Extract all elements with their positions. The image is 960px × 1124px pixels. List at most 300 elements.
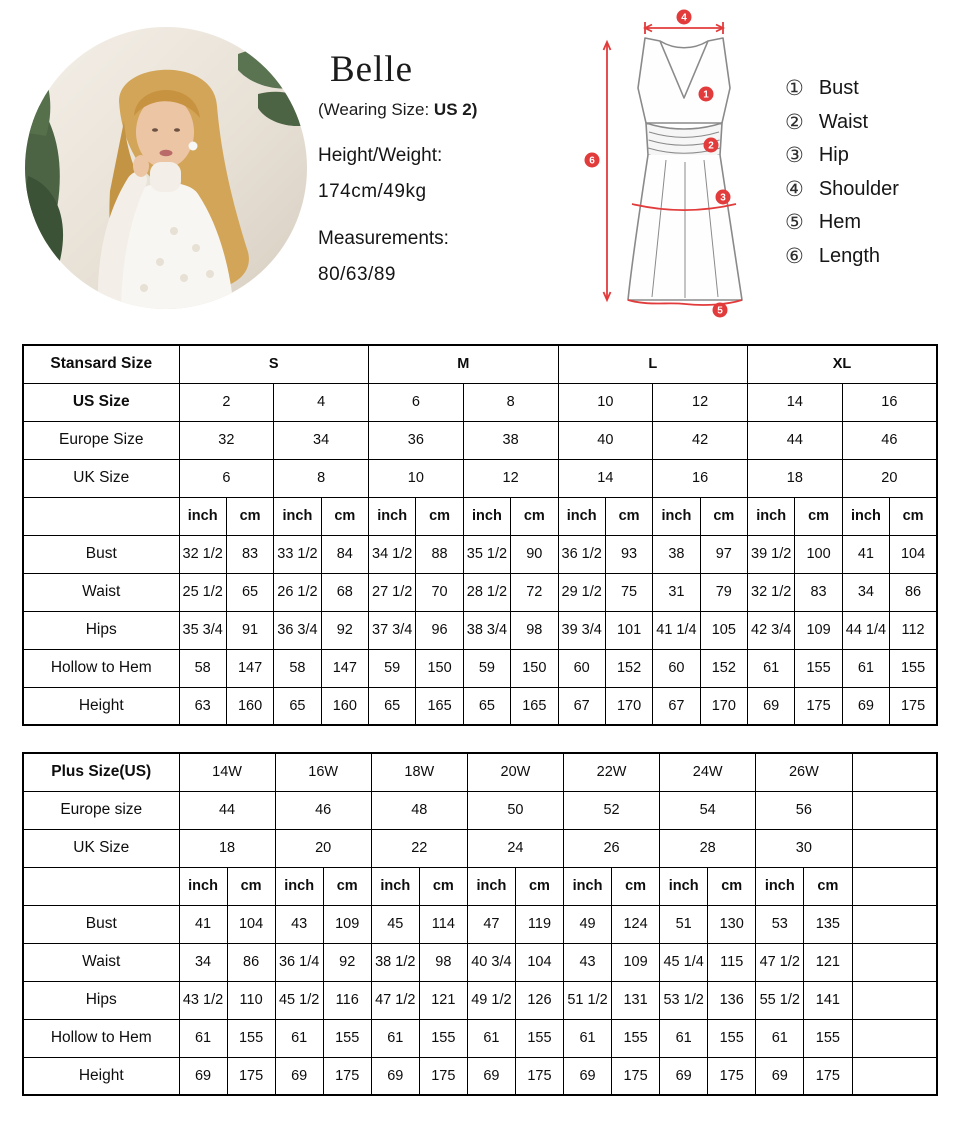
value-cell: 119 xyxy=(515,905,563,943)
value-cell: 28 xyxy=(660,829,756,867)
wearing-size-value: US 2) xyxy=(433,100,478,119)
value-cell: 36 xyxy=(369,421,464,459)
legend-number-icon: ③ xyxy=(785,144,804,168)
value-cell: 109 xyxy=(612,943,660,981)
value-cell: 175 xyxy=(890,687,937,725)
value-cell: 45 1/2 xyxy=(275,981,323,1019)
value-cell: 100 xyxy=(795,535,842,573)
row-label-cell: Hips xyxy=(23,611,179,649)
value-cell: 18 xyxy=(179,829,275,867)
value-cell: 72 xyxy=(511,573,558,611)
value-cell: inch xyxy=(463,497,510,535)
value-cell: M xyxy=(369,345,559,383)
value-cell: 46 xyxy=(842,421,937,459)
value-cell: 8 xyxy=(463,383,558,421)
value-cell: 61 xyxy=(842,649,889,687)
value-cell: 131 xyxy=(612,981,660,1019)
value-cell: 34 xyxy=(842,573,889,611)
table-row xyxy=(23,943,937,981)
value-cell: 24W xyxy=(660,753,756,791)
value-cell: 65 xyxy=(369,687,416,725)
value-cell: inch xyxy=(842,497,889,535)
value-cell: 98 xyxy=(419,943,467,981)
value-cell: 10 xyxy=(558,383,653,421)
row-label-cell: Hollow to Hem xyxy=(23,649,179,687)
value-cell: 83 xyxy=(226,535,273,573)
value-cell: 160 xyxy=(321,687,368,725)
value-cell: 69 xyxy=(467,1057,515,1095)
value-cell: cm xyxy=(804,867,852,905)
model-photo-image xyxy=(24,26,308,310)
value-cell: 22 xyxy=(371,829,467,867)
value-cell: 65 xyxy=(226,573,273,611)
value-cell: 18W xyxy=(371,753,467,791)
value-cell: 135 xyxy=(804,905,852,943)
table-row xyxy=(23,791,937,829)
value-cell: 175 xyxy=(515,1057,563,1095)
svg-text:6: 6 xyxy=(589,155,595,167)
value-cell xyxy=(852,867,937,905)
value-cell: 49 xyxy=(564,905,612,943)
row-label-cell: Height xyxy=(23,1057,179,1095)
value-cell: 101 xyxy=(605,611,652,649)
value-cell: 105 xyxy=(700,611,747,649)
value-cell: 53 1/2 xyxy=(660,981,708,1019)
value-cell: 175 xyxy=(795,687,842,725)
value-cell: 42 3/4 xyxy=(748,611,795,649)
legend-item xyxy=(785,106,899,140)
row-label-cell: Hips xyxy=(23,981,179,1019)
value-cell: 24 xyxy=(467,829,563,867)
value-cell: 175 xyxy=(804,1057,852,1095)
value-cell: 91 xyxy=(226,611,273,649)
value-cell: 47 1/2 xyxy=(756,943,804,981)
row-label-cell xyxy=(23,497,179,535)
value-cell: 86 xyxy=(227,943,275,981)
row-label-cell: Plus Size(US) xyxy=(23,753,179,791)
value-cell: cm xyxy=(515,867,563,905)
value-cell: 121 xyxy=(804,943,852,981)
value-cell: inch xyxy=(564,867,612,905)
value-cell: 65 xyxy=(463,687,510,725)
value-cell: 43 xyxy=(564,943,612,981)
table-row xyxy=(23,459,937,497)
value-cell: 35 1/2 xyxy=(463,535,510,573)
value-cell xyxy=(852,791,937,829)
value-cell: inch xyxy=(756,867,804,905)
value-cell: 46 xyxy=(275,791,371,829)
value-cell: 69 xyxy=(275,1057,323,1095)
table-row xyxy=(23,345,937,383)
value-cell: inch xyxy=(748,497,795,535)
value-cell: 59 xyxy=(463,649,510,687)
svg-text:2: 2 xyxy=(708,140,714,152)
table-row xyxy=(23,649,937,687)
value-cell: 61 xyxy=(275,1019,323,1057)
value-cell: 42 xyxy=(653,421,748,459)
value-cell: 31 xyxy=(653,573,700,611)
value-cell: 86 xyxy=(890,573,937,611)
value-cell: 93 xyxy=(605,535,652,573)
value-cell: 152 xyxy=(605,649,652,687)
value-cell: 6 xyxy=(369,383,464,421)
value-cell: 155 xyxy=(612,1019,660,1057)
value-cell: 26 xyxy=(564,829,660,867)
model-info xyxy=(318,48,528,286)
value-cell: 20 xyxy=(842,459,937,497)
value-cell: 115 xyxy=(708,943,756,981)
value-cell: 60 xyxy=(558,649,605,687)
value-cell: 92 xyxy=(321,611,368,649)
legend-number-icon: ⑥ xyxy=(785,244,804,268)
value-cell: 109 xyxy=(323,905,371,943)
value-cell: cm xyxy=(416,497,463,535)
value-cell: 155 xyxy=(890,649,937,687)
measurements-label: Measurements: xyxy=(318,228,449,249)
value-cell: 67 xyxy=(558,687,605,725)
value-cell: 12 xyxy=(653,383,748,421)
value-cell: inch xyxy=(274,497,321,535)
value-cell: 150 xyxy=(416,649,463,687)
value-cell: 175 xyxy=(419,1057,467,1095)
value-cell: 155 xyxy=(795,649,842,687)
value-cell: 112 xyxy=(890,611,937,649)
value-cell: 37 3/4 xyxy=(369,611,416,649)
value-cell: 141 xyxy=(804,981,852,1019)
value-cell: cm xyxy=(323,867,371,905)
wearing-size-line xyxy=(318,100,528,120)
legend-label: Bust xyxy=(818,77,859,100)
legend-item xyxy=(785,72,899,106)
value-cell: 155 xyxy=(515,1019,563,1057)
model-photo xyxy=(24,26,308,310)
value-cell: inch xyxy=(179,497,226,535)
value-cell: 147 xyxy=(226,649,273,687)
value-cell: 32 1/2 xyxy=(748,573,795,611)
value-cell: 59 xyxy=(369,649,416,687)
value-cell: cm xyxy=(511,497,558,535)
row-label-cell: Waist xyxy=(23,573,179,611)
legend-label: Shoulder xyxy=(818,177,899,200)
legend-item xyxy=(785,139,899,173)
value-cell: 58 xyxy=(274,649,321,687)
svg-text:1: 1 xyxy=(703,89,709,101)
value-cell: 2 xyxy=(179,383,274,421)
value-cell: inch xyxy=(369,497,416,535)
legend-number-icon: ④ xyxy=(785,177,804,201)
table-row xyxy=(23,383,937,421)
value-cell: 69 xyxy=(748,687,795,725)
table-row xyxy=(23,905,937,943)
value-cell: XL xyxy=(748,345,938,383)
value-cell: 68 xyxy=(321,573,368,611)
value-cell: 44 xyxy=(179,791,275,829)
value-cell: 155 xyxy=(419,1019,467,1057)
model-name: Belle xyxy=(330,49,414,90)
value-cell: 43 xyxy=(275,905,323,943)
value-cell: 38 1/2 xyxy=(371,943,419,981)
value-cell: 32 xyxy=(179,421,274,459)
value-cell: 26 1/2 xyxy=(274,573,321,611)
value-cell: 41 xyxy=(179,905,227,943)
value-cell: 165 xyxy=(416,687,463,725)
value-cell xyxy=(852,753,937,791)
legend-item xyxy=(785,206,899,240)
value-cell: 155 xyxy=(227,1019,275,1057)
value-cell: 12 xyxy=(463,459,558,497)
wearing-size-label: (Wearing Size: xyxy=(318,100,430,119)
value-cell: 90 xyxy=(511,535,558,573)
table-row xyxy=(23,753,937,791)
value-cell: cm xyxy=(612,867,660,905)
value-cell: 14 xyxy=(558,459,653,497)
value-cell: 29 1/2 xyxy=(558,573,605,611)
value-cell: 44 xyxy=(748,421,843,459)
legend-list xyxy=(785,72,899,273)
value-cell: 63 xyxy=(179,687,226,725)
value-cell: 155 xyxy=(708,1019,756,1057)
value-cell: 61 xyxy=(371,1019,419,1057)
top-section xyxy=(0,0,960,340)
value-cell: 36 1/4 xyxy=(275,943,323,981)
value-cell: cm xyxy=(708,867,756,905)
value-cell: 104 xyxy=(890,535,937,573)
value-cell: 175 xyxy=(323,1057,371,1095)
value-cell: 116 xyxy=(323,981,371,1019)
value-cell: cm xyxy=(605,497,652,535)
row-label-cell: Waist xyxy=(23,943,179,981)
value-cell: 39 3/4 xyxy=(558,611,605,649)
value-cell: 147 xyxy=(321,649,368,687)
table-row xyxy=(23,867,937,905)
value-cell: 61 xyxy=(179,1019,227,1057)
row-label-cell xyxy=(23,867,179,905)
value-cell: 41 xyxy=(842,535,889,573)
value-cell: 61 xyxy=(748,649,795,687)
value-cell: cm xyxy=(700,497,747,535)
value-cell: 58 xyxy=(179,649,226,687)
value-cell: 34 xyxy=(179,943,227,981)
table-row xyxy=(23,611,937,649)
value-cell: 38 xyxy=(463,421,558,459)
value-cell: 61 xyxy=(564,1019,612,1057)
value-cell: 92 xyxy=(323,943,371,981)
value-cell: 43 1/2 xyxy=(179,981,227,1019)
value-cell: 40 xyxy=(558,421,653,459)
legend-number-icon: ① xyxy=(785,77,804,101)
value-cell: inch xyxy=(179,867,227,905)
value-cell: 110 xyxy=(227,981,275,1019)
table-row xyxy=(23,573,937,611)
svg-text:3: 3 xyxy=(720,192,726,204)
value-cell: cm xyxy=(419,867,467,905)
row-label-cell: Height xyxy=(23,687,179,725)
value-cell: cm xyxy=(795,497,842,535)
value-cell: inch xyxy=(653,497,700,535)
legend-label: Hem xyxy=(818,211,862,234)
value-cell: 79 xyxy=(700,573,747,611)
value-cell: 97 xyxy=(700,535,747,573)
value-cell: 56 xyxy=(756,791,852,829)
value-cell: 69 xyxy=(371,1057,419,1095)
legend-number-icon: ⑤ xyxy=(785,211,804,235)
legend-label: Hip xyxy=(818,144,849,167)
value-cell: 51 1/2 xyxy=(564,981,612,1019)
value-cell: 155 xyxy=(804,1019,852,1057)
value-cell: 33 1/2 xyxy=(274,535,321,573)
value-cell: 22W xyxy=(564,753,660,791)
table-row xyxy=(23,981,937,1019)
value-cell: cm xyxy=(890,497,937,535)
value-cell: 34 xyxy=(274,421,369,459)
value-cell: 41 1/4 xyxy=(653,611,700,649)
value-cell: 8 xyxy=(274,459,369,497)
value-cell: 16W xyxy=(275,753,371,791)
value-cell xyxy=(852,943,937,981)
value-cell: 32 1/2 xyxy=(179,535,226,573)
table-row xyxy=(23,829,937,867)
value-cell: 65 xyxy=(274,687,321,725)
value-cell: 69 xyxy=(842,687,889,725)
value-cell: 44 1/4 xyxy=(842,611,889,649)
height-weight-value: 174cm/49kg xyxy=(318,181,427,202)
value-cell: 75 xyxy=(605,573,652,611)
value-cell: 30 xyxy=(756,829,852,867)
value-cell: 67 xyxy=(653,687,700,725)
row-label-cell: Bust xyxy=(23,905,179,943)
legend-item xyxy=(785,240,899,274)
value-cell: 170 xyxy=(605,687,652,725)
value-cell xyxy=(852,829,937,867)
table-row xyxy=(23,1019,937,1057)
value-cell: 152 xyxy=(700,649,747,687)
table-row xyxy=(23,535,937,573)
value-cell: 165 xyxy=(511,687,558,725)
row-label-cell: UK Size xyxy=(23,829,179,867)
dress-diagram xyxy=(580,8,775,330)
legend-number-icon: ② xyxy=(785,110,804,134)
value-cell: 36 1/2 xyxy=(558,535,605,573)
value-cell: 61 xyxy=(467,1019,515,1057)
value-cell: 10 xyxy=(369,459,464,497)
value-cell: 96 xyxy=(416,611,463,649)
height-weight-label: Height/Weight: xyxy=(318,145,443,166)
value-cell: 4 xyxy=(274,383,369,421)
value-cell: 69 xyxy=(660,1057,708,1095)
value-cell: 54 xyxy=(660,791,756,829)
value-cell: 16 xyxy=(842,383,937,421)
table-row xyxy=(23,1057,937,1095)
row-label-cell: Europe size xyxy=(23,791,179,829)
value-cell xyxy=(852,981,937,1019)
value-cell: inch xyxy=(558,497,605,535)
value-cell: 20W xyxy=(467,753,563,791)
value-cell: L xyxy=(558,345,748,383)
value-cell: 45 xyxy=(371,905,419,943)
value-cell: 170 xyxy=(700,687,747,725)
value-cell: 83 xyxy=(795,573,842,611)
value-cell xyxy=(852,1057,937,1095)
value-cell: 52 xyxy=(564,791,660,829)
value-cell xyxy=(852,905,937,943)
svg-text:4: 4 xyxy=(681,12,687,24)
row-label-cell: Europe Size xyxy=(23,421,179,459)
value-cell: S xyxy=(179,345,369,383)
value-cell: 34 1/2 xyxy=(369,535,416,573)
value-cell: 104 xyxy=(227,905,275,943)
value-cell: 104 xyxy=(515,943,563,981)
value-cell: 130 xyxy=(708,905,756,943)
value-cell: 38 3/4 xyxy=(463,611,510,649)
row-label-cell: Hollow to Hem xyxy=(23,1019,179,1057)
value-cell: 28 1/2 xyxy=(463,573,510,611)
value-cell: 60 xyxy=(653,649,700,687)
table-row xyxy=(23,497,937,535)
value-cell: inch xyxy=(275,867,323,905)
value-cell: 124 xyxy=(612,905,660,943)
value-cell: 50 xyxy=(467,791,563,829)
standard-size-table xyxy=(22,344,938,726)
value-cell xyxy=(852,1019,937,1057)
value-cell: 47 xyxy=(467,905,515,943)
value-cell: 53 xyxy=(756,905,804,943)
value-cell: 39 1/2 xyxy=(748,535,795,573)
value-cell: 114 xyxy=(419,905,467,943)
value-cell: 47 1/2 xyxy=(371,981,419,1019)
value-cell: 160 xyxy=(226,687,273,725)
value-cell: 40 3/4 xyxy=(467,943,515,981)
value-cell: 61 xyxy=(660,1019,708,1057)
value-cell: cm xyxy=(227,867,275,905)
measurements-value: 80/63/89 xyxy=(318,264,396,285)
value-cell: 155 xyxy=(323,1019,371,1057)
value-cell: 126 xyxy=(515,981,563,1019)
value-cell: 175 xyxy=(227,1057,275,1095)
value-cell: 35 3/4 xyxy=(179,611,226,649)
value-cell: 136 xyxy=(708,981,756,1019)
value-cell: 69 xyxy=(179,1057,227,1095)
value-cell: 51 xyxy=(660,905,708,943)
value-cell: 45 1/4 xyxy=(660,943,708,981)
value-cell: 70 xyxy=(416,573,463,611)
value-cell: 20 xyxy=(275,829,371,867)
value-cell: 48 xyxy=(371,791,467,829)
value-cell: 49 1/2 xyxy=(467,981,515,1019)
value-cell: inch xyxy=(660,867,708,905)
value-cell: 6 xyxy=(179,459,274,497)
value-cell: 27 1/2 xyxy=(369,573,416,611)
value-cell: cm xyxy=(226,497,273,535)
value-cell: 38 xyxy=(653,535,700,573)
table-row xyxy=(23,687,937,725)
value-cell: 61 xyxy=(756,1019,804,1057)
value-cell: 69 xyxy=(564,1057,612,1095)
value-cell: 121 xyxy=(419,981,467,1019)
value-cell: 150 xyxy=(511,649,558,687)
value-cell: 14W xyxy=(179,753,275,791)
value-cell: 84 xyxy=(321,535,368,573)
table-row xyxy=(23,421,937,459)
value-cell: 98 xyxy=(511,611,558,649)
value-cell: 36 3/4 xyxy=(274,611,321,649)
legend-item xyxy=(785,173,899,207)
value-cell: 16 xyxy=(653,459,748,497)
value-cell: 88 xyxy=(416,535,463,573)
row-label-cell: Stansard Size xyxy=(23,345,179,383)
value-cell: inch xyxy=(371,867,419,905)
value-cell: cm xyxy=(321,497,368,535)
value-cell: 14 xyxy=(748,383,843,421)
